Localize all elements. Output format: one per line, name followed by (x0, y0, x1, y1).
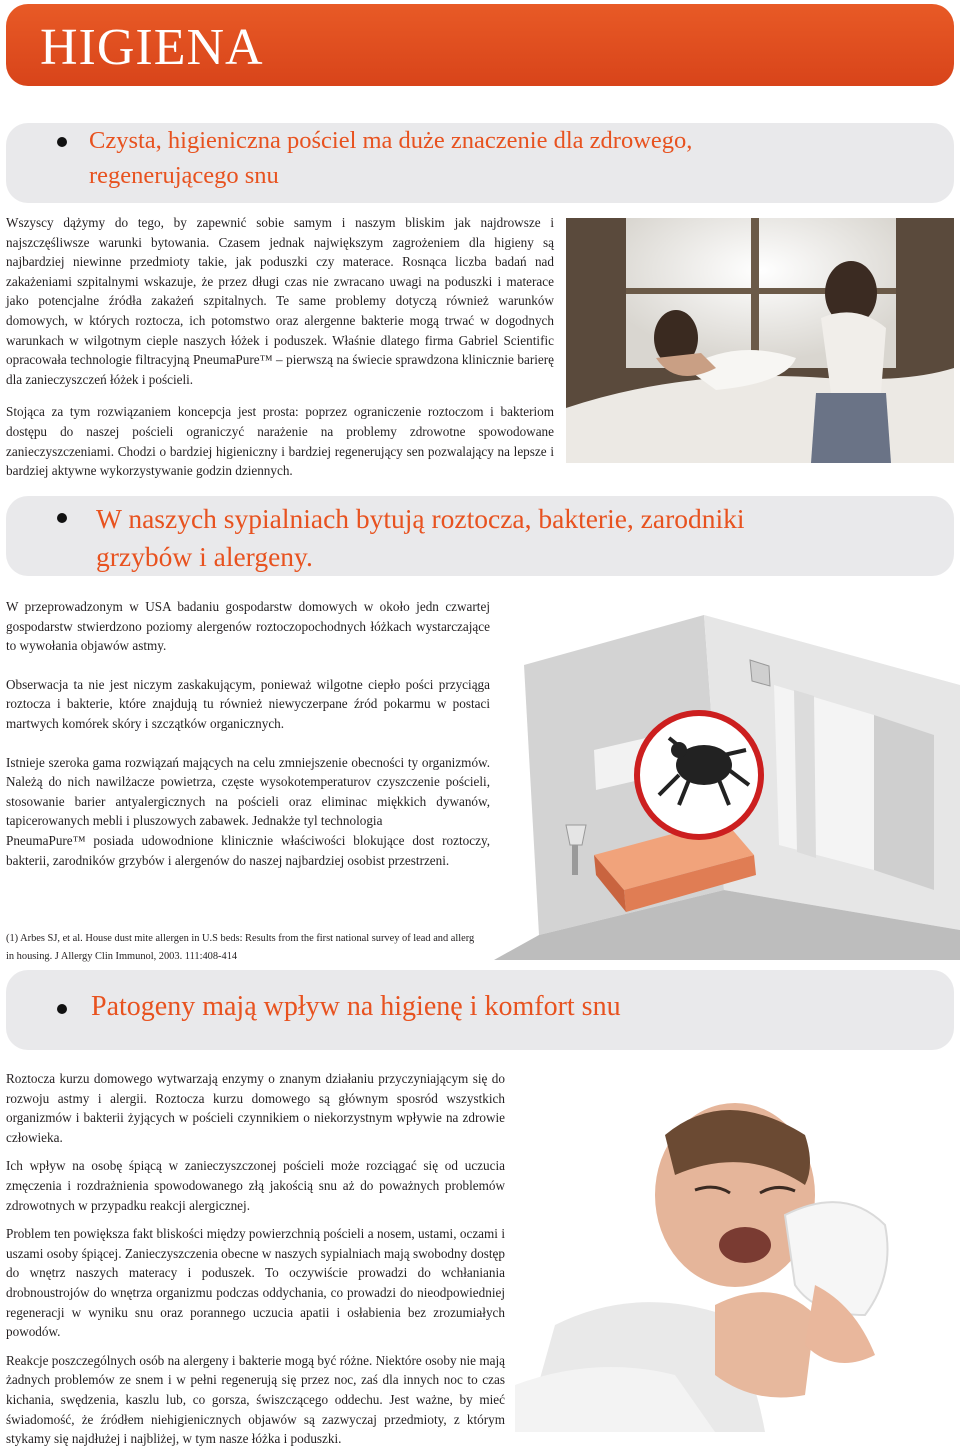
paragraph: Stojąca za tym rozwiązaniem koncepcja jest prosta: poprzez ograniczenie roztoczom i bakteriom dostępu do naszej pościeli ograniczyć narażenie na problemy zdrowotne spowodowane zanieczyszczeniami. Chodzi o bardziej higieniczny i bardziej regenerujący sen pozwalający na lepsze i bardziej aktywne wykorzystywanie godzin dziennych. (6, 404, 554, 479)
section-heading-text: Patogeny mają wpływ na higienę i komfort snu (91, 991, 621, 1022)
section-heading-hygiene (6, 123, 954, 203)
section-heading-bedroom-pathogens (6, 496, 954, 576)
bullet-dot-icon (57, 1004, 67, 1014)
section1-body (6, 213, 554, 481)
paragraph: Wszyscy dążymy do tego, by zapewnić sobie samym i naszym bliskim jak najdrowsze i najszczęśliwsze warunki bytowania. Czasem jednak największym zagrożeniem dla higieny są najbardziej niewinne przedmioty takie, jak poduszki czy materace. Rosnąca liczba badań nad zakażeniami szpitalnymi wskazuje, że przez długi czas nie zwracano uwagi na poduszki i materace jako potencjalne źródła zakażeń szpitalnych. Te same problemy dotyczą również warunków domowych, w których roztocza, ich potomstwo oraz alergenne bakterie mogą trwać w dogodnych warunkach w wilgotnym cieple naszych łóżek i poduszek. Właśnie dlatego firma Gabriel Scientific opracowała technologie filtracyjną PneumaPure™ – pierwszą na świecie sprawdzona klinicznie barierę dla zanieczyszczeń łóżek i pościeli. (6, 215, 554, 387)
paragraph: W przeprowadzonym w USA badaniu gospodarstw domowych w około jedn czwartej gospodarstw stwierdzono poziomy alergenów roztoczopochodnych łóżkach wystarczające to wywołania objawów astmy. (6, 599, 490, 654)
illustration-bedroom-dust-mite (494, 590, 960, 960)
footnote: (1) Arbes SJ, et al. House dust mite allergen in U.S beds: Results from the first national survey of lead and allerg in housing. J Allergy Clin Immunol, 2003. 111:408-414 (6, 933, 475, 962)
bullet-dot-icon (57, 137, 67, 147)
photo-women-making-bed (566, 218, 954, 463)
title-banner (6, 4, 954, 86)
section-heading-text: Czysta, higieniczna pościel ma duże znaczenie dla zdrowego, regenerującego snu (89, 127, 693, 189)
section3-body (6, 1069, 505, 1449)
section2-body (6, 597, 490, 870)
bullet-dot-icon (57, 513, 67, 523)
paragraph: Obserwacja ta nie jest niczym zaskakującym, ponieważ wilgotne ciepło pości przyciąga roztocza i bakterie, które znajdują tu również niewyczerpane źród pokarmu w postaci martwych komórek skóry i szczątków organicznych. (6, 676, 490, 731)
paragraph: Reakcje poszczególnych osób na alergeny i bakterie mogą być różne. Niektóre osoby nie mają żadnych problemów ze snem i w pełni regenerują się przez noc, zaś dla innych noc to czas kichania, swędzenia, kaszlu lub, co gorsza, świszczącego oddechu. Jest ważne, by mieć świadomość, że źródłem niehigienicznych objawów są zazwyczaj przedmioty, z którym stykamy się najdłużej i najbliżej, w tym nasze łóżka i poduszki. (6, 1352, 505, 1447)
paragraph: Ich wpływ na osobę śpiącą w zanieczyszczonej pościeli może rozciągać się od uczucia zmęczenia i rozdrażnienia spowodowanego złą jakością snu aż do poważnych problemów zdrowotnych w przypadku reakcji alergicznej. (6, 1158, 505, 1213)
photo-man-sneezing (515, 1075, 960, 1432)
paragraph: Roztocza kurzu domowego wytwarzają enzymy o znanym działaniu przyczyniającym się do rozwoju astmy i alergii. Roztocza kurzu domowego są głównym sposród wszystkich organizmów i bakterii żyjących w pościeli czynnikiem o niekorzystnym wpływie na zdrowie człowieka. (6, 1071, 505, 1145)
paragraph: PneumaPure™ posiada udowodnione klinicznie właściwości blokujące dost roztoczy, bakterii, zarodników grzybów i alergenów do naszej najbardziej osobist przestrzeni. (6, 832, 490, 868)
page-title: HIGIENA (40, 19, 264, 76)
section-heading-text: W naszych sypialniach bytują roztocza, bakterie, zarodniki grzybów i alergeny. (96, 503, 745, 572)
paragraph: Istnieje szeroka gama rozwiązań mających na celu zmniejszenie obecności ty organizmów. Należą do nich nawilżacze powietrza, częste wysokotemperaturov czyszczenie pościeli, stosowanie barier antyalergicznych na pościeli oraz eliminac miękkich dywanów, tapicerowanych mebli i pluszowych zabawek. Jednakże tyl technologia (6, 754, 490, 829)
paragraph: Problem ten powiększa fakt bliskości między powierzchnią pościeli a nosem, ustami, oczami i uszami osoby śpiącej. Zanieczyszczenia obecne w naszych sypialniach mają swobodny dostęp do wnętrz naszych materacy i poduszek. To oczywiście prowadzi do wchłaniania drobnoustrojów do wnętrza organizmu podczas oddychania, co prowadzi do nieodpowiedniej regeneracji w wyniku snu oraz porannego uczucia apatii i osłabienia bez zrozumiałych powodów. (6, 1226, 505, 1340)
section-heading-pathogens-sleep (6, 970, 954, 1050)
